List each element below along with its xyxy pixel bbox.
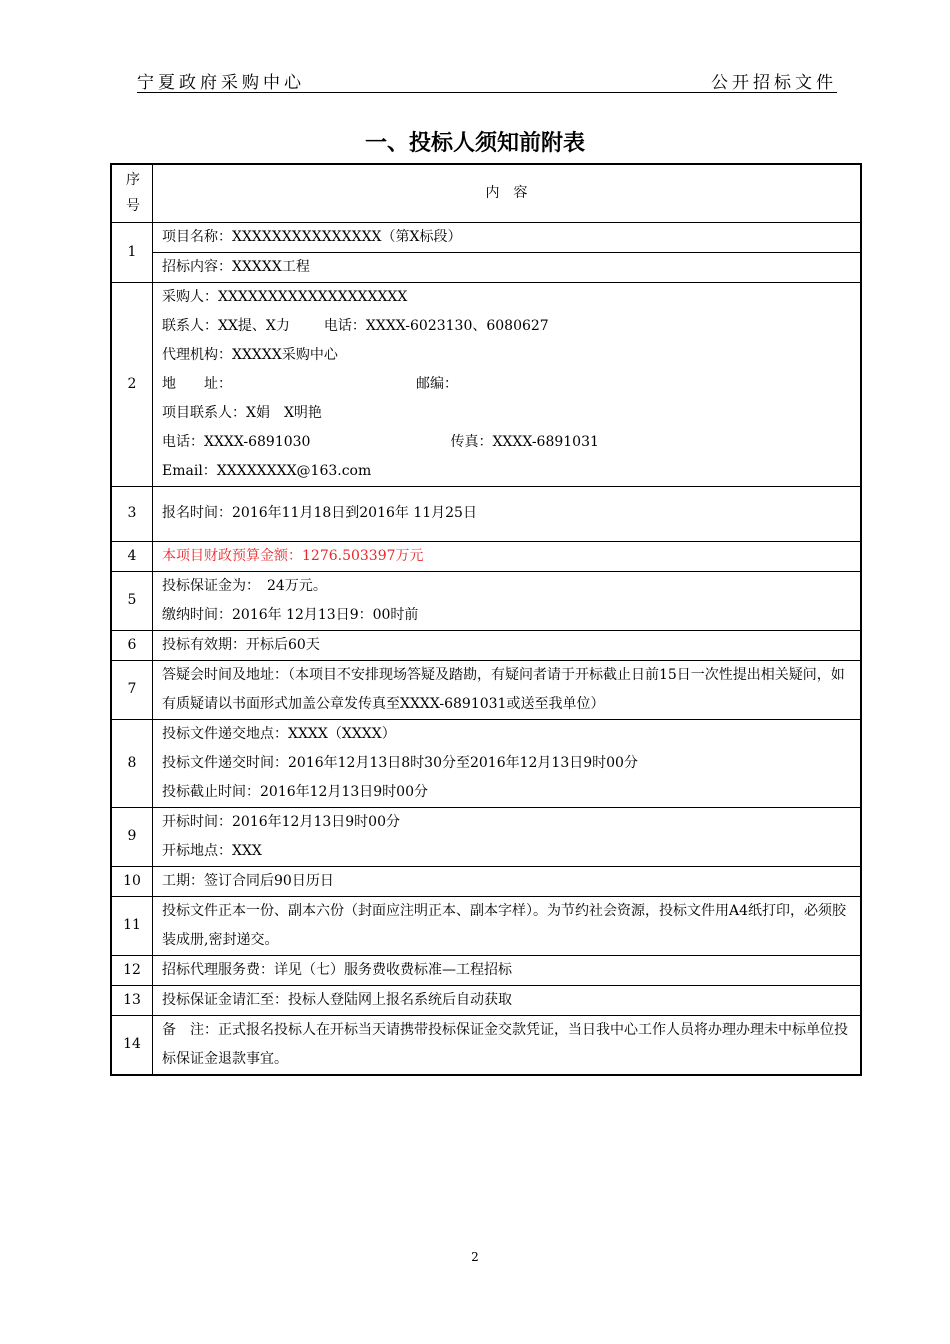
submission-deadline: 投标截止时间：2016年12月13日9时00分 [162, 783, 428, 800]
row-cell [153, 719, 862, 807]
submission-time: 投标文件递交时间：2016年12月13日8时30分至2016年12月13日9时00分 [162, 754, 638, 771]
project-contact-line: 项目联系人：X娟 X明艳 [162, 404, 322, 421]
row-number: 4 [111, 541, 153, 571]
row-cell: 招标代理服务费：详见（七）服务费收费标准—工程招标 [153, 955, 862, 985]
project-fax: 传真：XXXX-6891031 [450, 433, 599, 450]
budget-cell: 本项目财政预算金额：1276.503397万元 [153, 541, 862, 571]
row-number: 14 [111, 1015, 153, 1075]
col-header-content: 内 容 [153, 164, 862, 222]
row-number: 7 [111, 660, 153, 719]
contact-person: 联系人：XX提、X力 [162, 317, 290, 334]
table-row [111, 719, 861, 807]
table-row [111, 571, 861, 630]
submission-place: 投标文件递交地点：XXXX（XXXX） [162, 725, 396, 742]
row-number: 5 [111, 571, 153, 630]
table-row [111, 252, 861, 282]
row-number: 1 [111, 222, 153, 282]
col-header-number-text: 序号 [126, 172, 140, 215]
table-row [111, 282, 861, 486]
row-cell [153, 807, 862, 866]
email-line: Email：XXXXXXXX@163.com [162, 462, 372, 479]
row-cell: 投标有效期：开标后60天 [153, 630, 862, 660]
row-number: 2 [111, 282, 153, 486]
row-cell: 答疑会时间及地址：（本项目不安排现场答疑及踏勘，有疑问者请于开标截止日前15日一次性提出相关疑问，如有质疑请以书面形式加盖公章发传真至XXXX-6891031或送至我单位） [153, 660, 862, 719]
table-row [111, 896, 861, 955]
table-row [111, 222, 861, 252]
table-row [111, 630, 861, 660]
table-row [111, 866, 861, 896]
table-row [111, 486, 861, 541]
table-row [111, 660, 861, 719]
deposit-deadline: 缴纳时间：2016年 12月13日9：00时前 [162, 606, 419, 623]
row-number: 12 [111, 955, 153, 985]
postcode-label: 邮编： [416, 375, 458, 392]
project-phone: 电话：XXXX-6891030 [162, 433, 311, 450]
table-row [111, 985, 861, 1015]
row-number: 11 [111, 896, 153, 955]
row-cell-contacts [153, 282, 862, 486]
row-cell [153, 571, 862, 630]
header-org: 宁夏政府采购中心 [137, 73, 305, 93]
table-row [111, 807, 861, 866]
row-cell: 工期：签订合同后90日历日 [153, 866, 862, 896]
row-cell: 投标文件正本一份、副本六份（封面应注明正本、副本字样）。为节约社会资源，投标文件用A4纸打印，必须胶装成册,密封递交。 [153, 896, 862, 955]
table-row [111, 541, 861, 571]
row-number: 10 [111, 866, 153, 896]
row-number: 13 [111, 985, 153, 1015]
table-row [111, 1015, 861, 1075]
row-number: 8 [111, 719, 153, 807]
row-cell: 招标内容：XXXXX工程 [153, 252, 862, 282]
row-cell: 项目名称：XXXXXXXXXXXXXXX（第X标段） [153, 222, 862, 252]
opening-time: 开标时间：2016年12月13日9时00分 [162, 813, 400, 830]
agency-line: 代理机构：XXXXX采购中心 [162, 346, 338, 363]
row-cell: 报名时间：2016年11月18日到2016年 11月25日 [153, 486, 862, 541]
purchaser-line: 采购人：XXXXXXXXXXXXXXXXXXX [162, 288, 408, 305]
table-header-row [111, 164, 861, 222]
row-number: 6 [111, 630, 153, 660]
row-number: 9 [111, 807, 153, 866]
opening-place: 开标地点：XXX [162, 842, 262, 859]
deposit-amount: 投标保证金为： 24万元。 [162, 577, 327, 594]
page-title: 一、投标人须知前附表 [364, 131, 585, 156]
header-doc-type: 公开招标文件 [711, 73, 837, 93]
page-header [137, 68, 837, 93]
row-cell: 投标保证金请汇至：投标人登陆网上报名系统后自动获取 [153, 985, 862, 1015]
row-number: 3 [111, 486, 153, 541]
col-header-number [111, 164, 153, 222]
page-number: 2 [471, 1250, 479, 1264]
address-label: 地 址： [162, 375, 232, 392]
row-cell: 备 注：正式报名投标人在开标当天请携带投标保证金交款凭证，当日我中心工作人员将办理办理未中标单位投标保证金退款事宜。 [153, 1015, 862, 1075]
contact-phone: 电话：XXXX-6023130、6080627 [323, 317, 549, 334]
bidder-instructions-table [110, 163, 862, 1076]
table-row [111, 955, 861, 985]
